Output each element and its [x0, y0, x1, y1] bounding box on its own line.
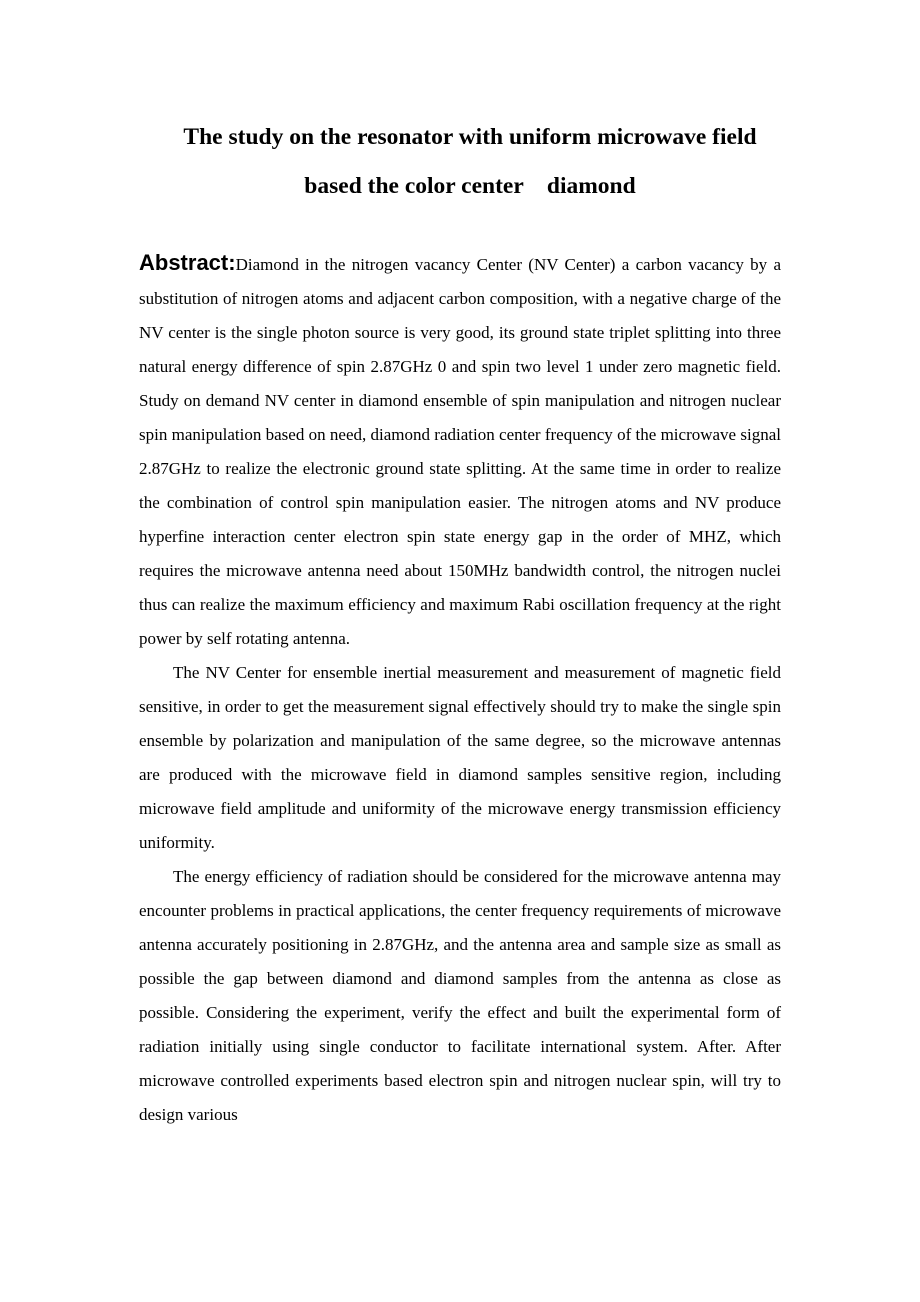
abstract-paragraph-3: The energy efficiency of radiation should be considered for the microwave antenna may encounter problems in practical applications, the center frequency requirements of microwave antenna accurately positioning in 2.87GHz, and the antenna area and sample size as small as possible the gap between diamond and diamond samples from the antenna as close as possible. Considering the experiment, verify the effect and built the experimental form of radiation initially using single conductor to facilitate international system. After. After microwave controlled experiments based electron spin and nitrogen nuclear spin, will try to design various	[139, 867, 781, 1124]
abstract-label: Abstract:	[139, 250, 236, 275]
abstract-paragraph-1-text: Diamond in the nitrogen vacancy Center (NV Center) a carbon vacancy by a substitution of nitrogen atoms and adjacent carbon composition, with a negative charge of the NV center is the single photon source is very good, its ground state triplet splitting into three natural energy difference of spin 2.87GHz 0 and spin two level 1 under zero magnetic field. Study on demand NV center in diamond ensemble of spin manipulation and nitrogen nuclear spin manipulation based on need, diamond radiation center frequency of the microwave signal 2.87GHz to realize the electronic ground state splitting. At the same time in order to realize the combination of control spin manipulation easier. The nitrogen atoms and NV produce hyperfine interaction center electron spin state energy gap in the order of MHZ, which requires the microwave antenna need about 150MHz bandwidth control, the nitrogen nuclei thus can realize the maximum efficiency and maximum Rabi oscillation frequency at the right power by self rotating antenna.	[139, 255, 781, 648]
document-title-line-1: The study on the resonator with uniform microwave field	[183, 124, 757, 150]
abstract-paragraph-1	[139, 246, 781, 656]
document-title-line-2: based the color center diamond	[304, 173, 636, 199]
abstract-section	[139, 246, 781, 1132]
abstract-paragraph-2: The NV Center for ensemble inertial measurement and measurement of magnetic field sensitive, in order to get the measurement signal effectively should try to make the single spin ensemble by polarization and manipulation of the same degree, so the microwave antennas are produced with the microwave field in diamond samples sensitive region, including microwave field amplitude and uniformity of the microwave energy transmission efficiency uniformity.	[139, 663, 781, 852]
